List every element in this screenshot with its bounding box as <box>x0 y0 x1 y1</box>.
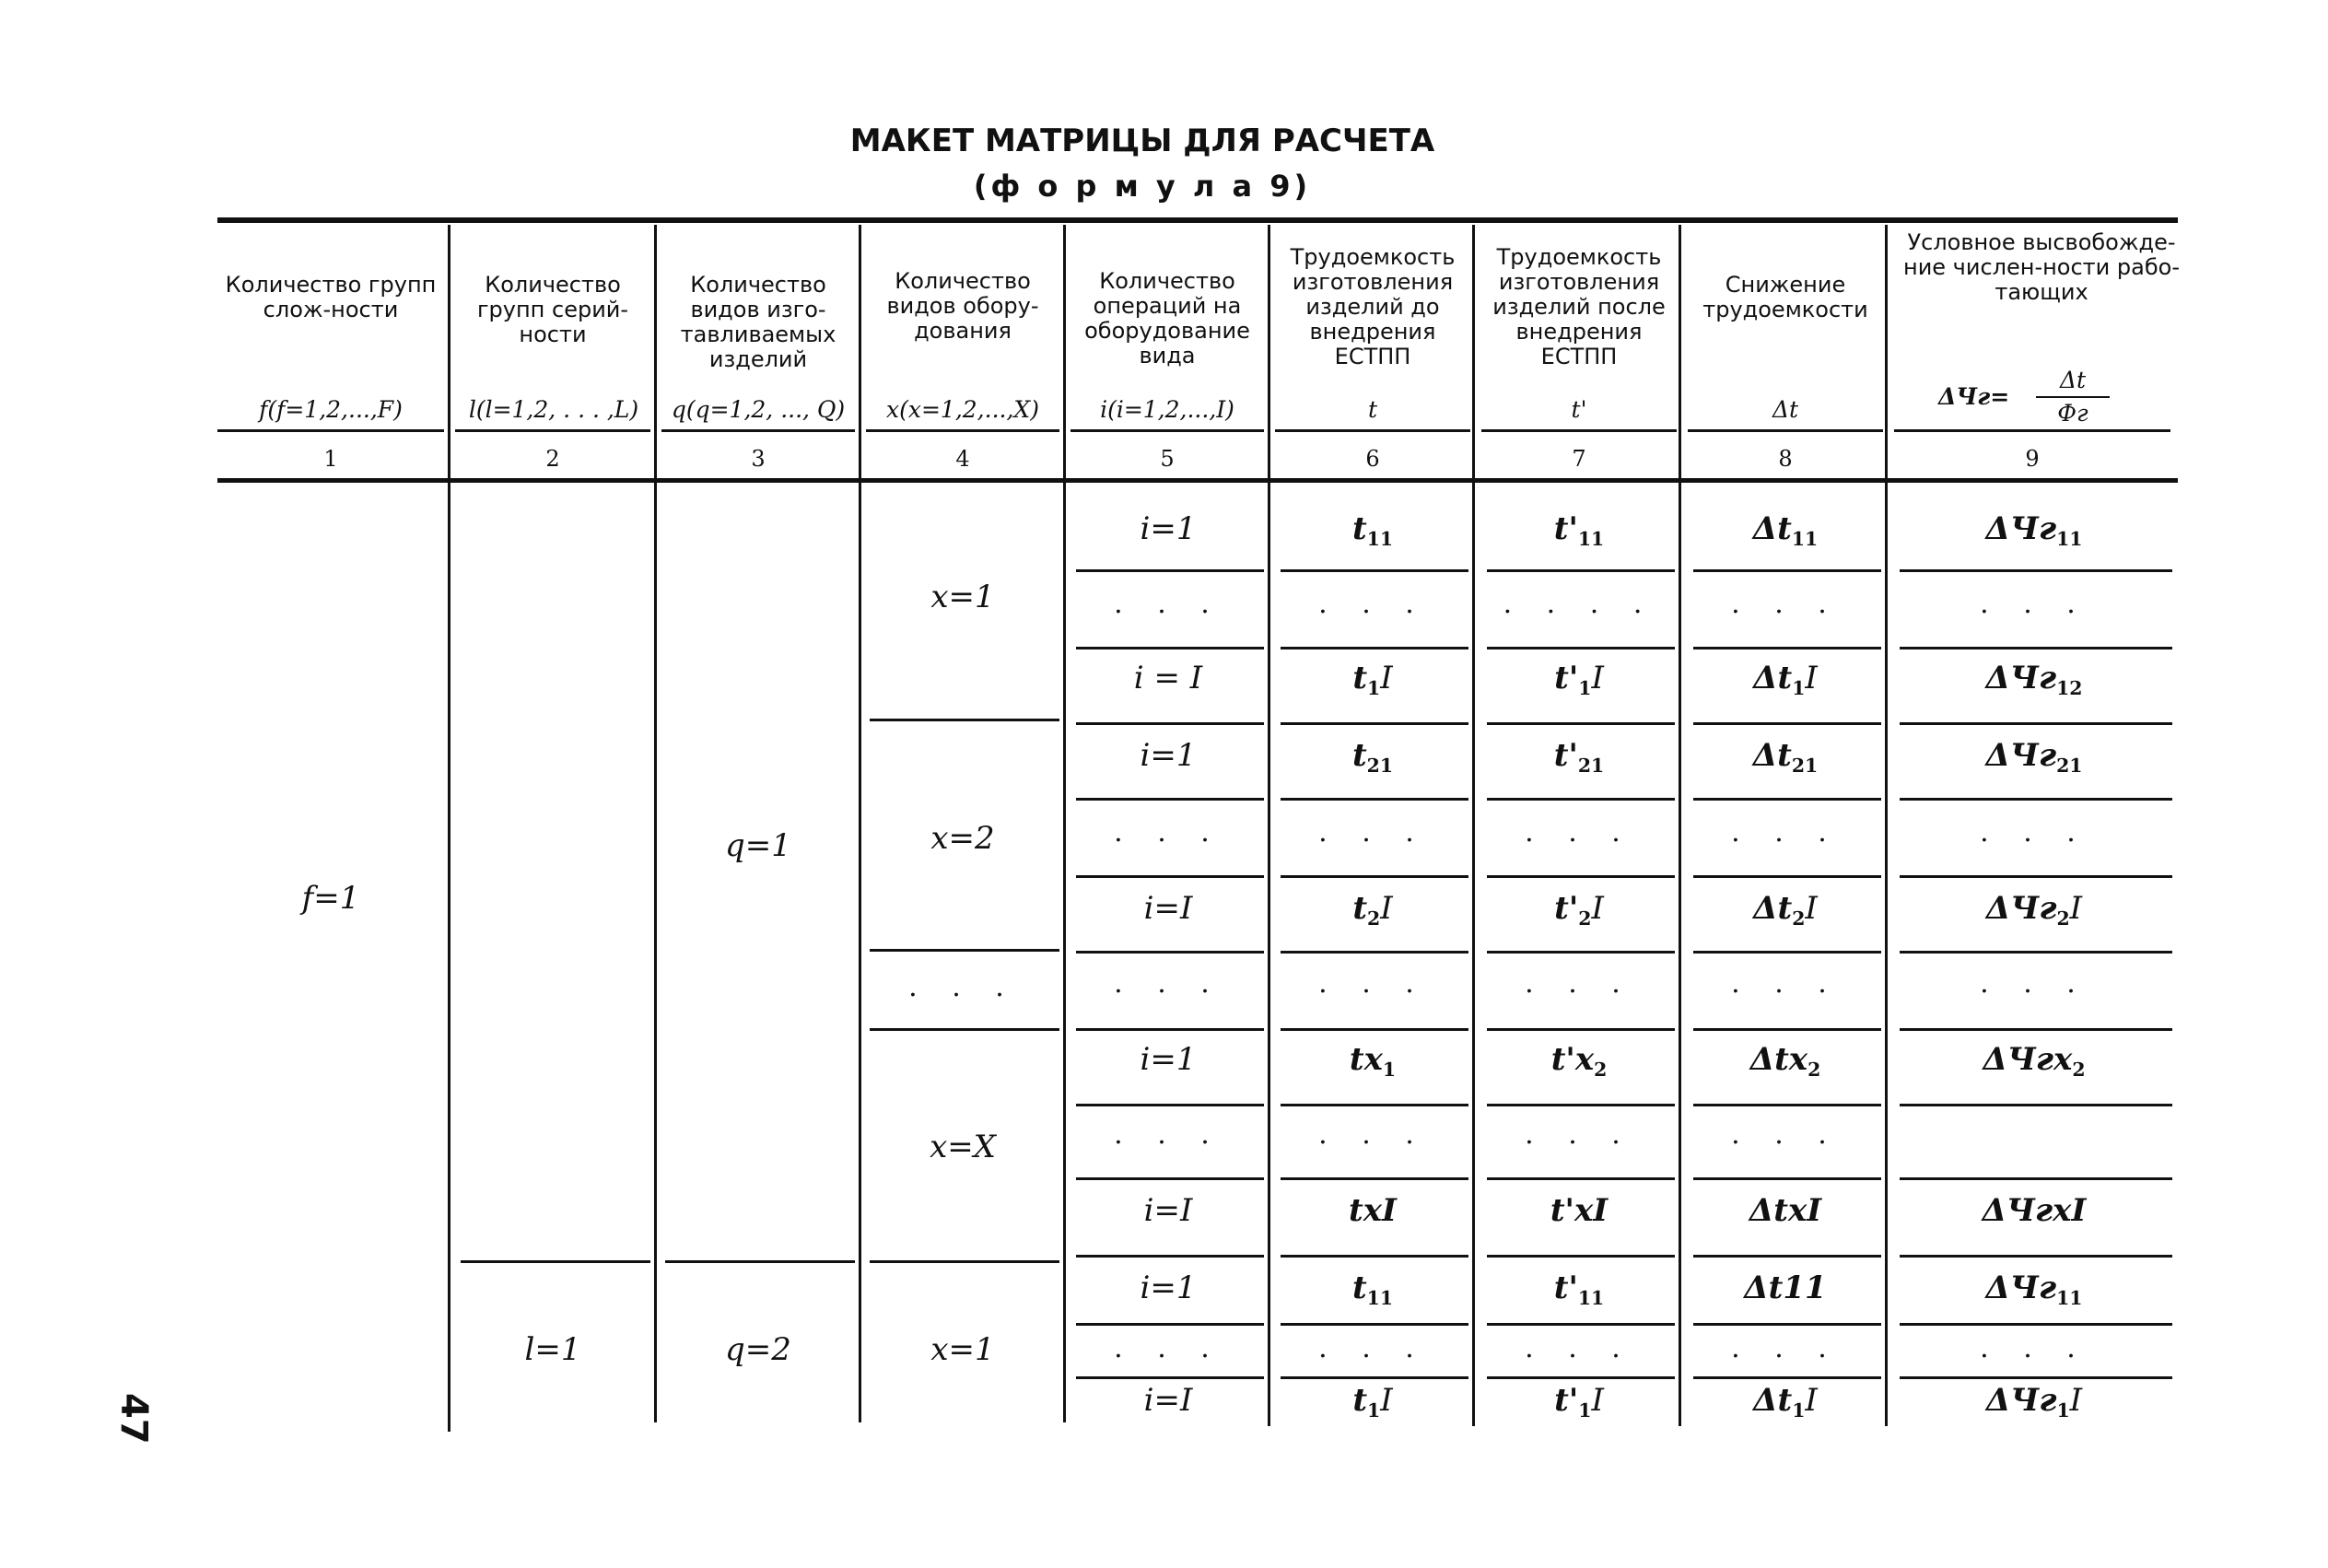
cell-delta-ch-subscript: 11 <box>2056 1287 2083 1310</box>
page-title: МАКЕТ МАТРИЦЫ ДЛЯ РАСЧЕТА <box>849 123 1435 159</box>
symbol-underline <box>661 429 855 432</box>
cell-operation <box>1072 890 1264 927</box>
cell-operation-value: . . . <box>1114 967 1222 1000</box>
symbol-underline <box>1688 429 1883 432</box>
cell-delta-t-value: Δt <box>1753 1382 1793 1419</box>
cell-delta-ch <box>1896 1270 2172 1316</box>
row-rule <box>1487 722 1675 725</box>
cell-delta-ch-subscript: 2 <box>2056 907 2070 930</box>
cell-t-prime-subscript: 11 <box>1577 528 1605 551</box>
cell-t-prime-value: . . . <box>1525 1118 1633 1151</box>
row-rule <box>1900 951 2172 954</box>
row-rule <box>1900 569 2172 572</box>
cell-delta-ch <box>1896 510 2172 557</box>
row-rule <box>1487 1323 1675 1326</box>
cell-t-prime <box>1483 1041 1675 1088</box>
cell-delta-ch-value: ΔЧгxI <box>1982 1192 2087 1229</box>
cell-t-prime-value: t' <box>1553 1270 1578 1306</box>
cell-t-value: txI <box>1349 1192 1397 1229</box>
cell-delta-t <box>1690 1330 1881 1367</box>
row-rule <box>1900 1255 2172 1258</box>
row-rule <box>1900 1323 2172 1326</box>
row-rule <box>1281 951 1468 954</box>
row-rule <box>1076 1028 1264 1031</box>
cell-delta-t <box>1690 1117 1881 1153</box>
cell-t-prime-suffix: I <box>1591 1382 1604 1419</box>
symbol-9-numerator: Δt <box>2059 367 2087 393</box>
cell-delta-t-suffix: I <box>1805 660 1818 696</box>
symbol-underline <box>455 429 650 432</box>
cell-operation <box>1072 510 1264 547</box>
cell-delta-t-subscript: 11 <box>1791 528 1819 551</box>
cell-delta-ch-subscript: 12 <box>2056 677 2083 700</box>
col-symbol-6: t <box>1367 396 1378 423</box>
cell-operation <box>1072 814 1264 851</box>
cell-t-prime <box>1483 1382 1675 1429</box>
cell-t-prime-subscript: 11 <box>1577 1287 1605 1310</box>
cell-operation <box>1072 1270 1264 1306</box>
group-rule <box>870 1028 1059 1031</box>
cell-delta-t <box>1690 1382 1881 1429</box>
row-rule <box>1900 1376 2172 1379</box>
row-rule <box>1281 1177 1468 1180</box>
row-rule <box>1487 951 1675 954</box>
col-divider <box>448 225 450 1432</box>
cell-t <box>1277 965 1468 1002</box>
col-num-9: 9 <box>2025 446 2040 472</box>
row-rule <box>1076 798 1264 801</box>
cell-t-prime-value: t' <box>1553 737 1578 774</box>
cell-delta-t-value: . . . <box>1731 967 1840 1000</box>
cell-delta-ch-subscript: 11 <box>2056 528 2083 551</box>
cell-t-value: t <box>1352 890 1368 927</box>
group-x-dots: . . . <box>908 971 1017 1003</box>
cell-delta-ch <box>1896 1192 2172 1229</box>
cell-operation-value: . . . <box>1114 588 1222 620</box>
cell-operation-value: i=I <box>1143 890 1193 927</box>
cell-delta-t-subscript: 1 <box>1792 1399 1806 1422</box>
cell-t-prime-subscript: 21 <box>1577 755 1605 778</box>
symbol-underline <box>866 429 1059 432</box>
symbol-9-denominator: Фг <box>2057 400 2088 427</box>
cell-delta-ch <box>1896 737 2172 784</box>
row-rule <box>1900 875 2172 878</box>
col-symbol-9 <box>1935 367 2137 427</box>
row-rule <box>1693 1376 1881 1379</box>
cell-t-prime-value: . . . . <box>1503 588 1655 620</box>
cell-t-prime-value: t' <box>1554 890 1579 927</box>
col-symbol-7: t' <box>1571 396 1587 423</box>
symbol-underline <box>1275 429 1470 432</box>
row-rule <box>1693 1177 1881 1180</box>
col-header-5: Количество операций на оборудование вида <box>1084 268 1250 369</box>
col-symbol-1: f(f=1,2,...,F) <box>259 396 403 423</box>
row-rule <box>1900 1177 2172 1180</box>
row-rule <box>1900 722 2172 725</box>
cell-delta-ch-subscript: 1 <box>2056 1399 2070 1422</box>
cell-t <box>1277 510 1468 557</box>
row-rule <box>1693 1255 1881 1258</box>
row-rule <box>1693 647 1881 649</box>
cell-t-prime-value: t'xI <box>1550 1192 1609 1229</box>
row-rule <box>1693 722 1881 725</box>
row-rule <box>1076 1323 1264 1326</box>
cell-t-prime-value: . . . <box>1525 967 1633 1000</box>
row-rule <box>1900 647 2172 649</box>
cell-operation <box>1072 1382 1264 1419</box>
row-rule <box>1487 1376 1675 1379</box>
cell-t-value: . . . <box>1318 816 1427 848</box>
cell-t-prime <box>1483 814 1675 851</box>
row-rule <box>1693 1104 1881 1106</box>
cell-operation-value: i=I <box>1143 1382 1193 1419</box>
row-rule <box>1076 647 1264 649</box>
cell-delta-ch <box>1896 814 2172 851</box>
row-rule <box>1076 1104 1264 1106</box>
cell-t-prime-suffix: I <box>1591 890 1604 927</box>
cell-delta-t-subscript: 2 <box>1792 907 1806 930</box>
cell-delta-ch <box>1896 890 2172 937</box>
cell-delta-t-value: Δt <box>1752 510 1792 547</box>
cell-delta-t <box>1690 1192 1881 1229</box>
cell-operation-value: i=I <box>1143 1192 1193 1229</box>
row-rule <box>1487 569 1675 572</box>
cell-delta-ch-subscript: 21 <box>2056 755 2083 778</box>
row-rule <box>1900 798 2172 801</box>
cell-t-prime <box>1483 1330 1675 1367</box>
cell-delta-t-value: Δt <box>1753 660 1793 696</box>
col-num-8: 8 <box>1778 446 1793 472</box>
col-num-6: 6 <box>1365 446 1380 472</box>
row-rule <box>1693 951 1881 954</box>
row-rule <box>1281 1376 1468 1379</box>
col-header-8: Снижение трудоемкости <box>1702 272 1868 322</box>
cell-operation <box>1072 737 1264 774</box>
row-rule <box>1693 1028 1881 1031</box>
cell-delta-t <box>1690 1270 1881 1306</box>
cell-t-subscript: 1 <box>1382 1059 1397 1082</box>
row-rule <box>1281 1255 1468 1258</box>
cell-t <box>1277 737 1468 784</box>
row-rule <box>1281 875 1468 878</box>
cell-operation-value: . . . <box>1114 816 1222 848</box>
cell-delta-t <box>1690 890 1881 937</box>
cell-t-prime <box>1483 1117 1675 1153</box>
cell-delta-t <box>1690 586 1881 623</box>
cell-delta-ch-suffix: I <box>2069 890 2083 927</box>
page-number: 47 <box>112 1393 155 1445</box>
row-rule <box>1487 1104 1675 1106</box>
cell-t-prime-subscript: 1 <box>1578 677 1592 700</box>
cell-t-prime <box>1483 1192 1675 1229</box>
group-rule <box>870 719 1059 721</box>
cell-t <box>1277 814 1468 851</box>
cell-delta-ch <box>1896 1041 2172 1088</box>
symbol-underline <box>1894 429 2170 432</box>
cell-delta-t-suffix: I <box>1805 1382 1818 1419</box>
cell-delta-ch-suffix: I <box>2069 1382 2083 1419</box>
cell-t <box>1277 586 1468 623</box>
row-rule <box>1076 569 1264 572</box>
cell-t-prime-subscript: 2 <box>1578 907 1592 930</box>
cell-t-subscript: 1 <box>1367 677 1381 700</box>
group-q1: q=1 <box>725 827 791 864</box>
col-header-4: Количество видов обору-дования <box>886 268 1039 344</box>
col-header-9: Условное высвобожде-ние числен-ности рабо-тающих <box>1903 229 2180 305</box>
cell-t-value: t <box>1352 660 1368 696</box>
row-rule <box>1281 1323 1468 1326</box>
cell-operation <box>1072 1117 1264 1153</box>
col-divider <box>1885 225 1888 1426</box>
cell-delta-ch-value: ΔЧг <box>1985 737 2057 774</box>
row-rule <box>1487 1177 1675 1180</box>
cell-operation-value: i=1 <box>1140 737 1197 774</box>
cell-operation-value: i=1 <box>1140 1041 1197 1078</box>
row-rule <box>1076 1376 1264 1379</box>
cell-t-prime-subscript: 2 <box>1594 1059 1608 1082</box>
cell-delta-t <box>1690 965 1881 1002</box>
col-header-7: Трудоемкость изготовления изделий после внедрения ЕСТПП <box>1492 244 1666 369</box>
cell-delta-t <box>1690 1041 1881 1088</box>
cell-delta-t-subscript: 2 <box>1807 1059 1821 1082</box>
col-symbol-4: x(x=1,2,...,X) <box>886 396 1039 423</box>
cell-operation <box>1072 1192 1264 1229</box>
symbol-underline <box>217 429 444 432</box>
group-l1: l=1 <box>524 1331 581 1368</box>
cell-t-prime <box>1483 965 1675 1002</box>
cell-t-subscript: 1 <box>1367 1399 1381 1422</box>
cell-t-suffix: I <box>1380 1382 1393 1419</box>
cell-t-value: t <box>1351 1270 1367 1306</box>
row-rule <box>1900 1028 2172 1031</box>
row-rule <box>1281 1028 1468 1031</box>
cell-delta-ch-value: ΔЧг <box>1985 660 2057 696</box>
row-rule <box>1487 875 1675 878</box>
cell-t <box>1277 1270 1468 1316</box>
row-rule <box>1281 722 1468 725</box>
cell-delta-ch-subscript: 2 <box>2072 1059 2086 1082</box>
cell-delta-t-value: . . . <box>1731 816 1840 848</box>
cell-operation-value: . . . <box>1114 1332 1222 1364</box>
cell-t <box>1277 1117 1468 1153</box>
cell-t-value: . . . <box>1318 1332 1427 1364</box>
cell-delta-t <box>1690 737 1881 784</box>
row-rule <box>1487 647 1675 649</box>
row-rule <box>1281 647 1468 649</box>
cell-delta-t-value: . . . <box>1731 1118 1840 1151</box>
cell-t-prime-value: . . . <box>1525 816 1633 848</box>
cell-t-prime-value: . . . <box>1525 1332 1633 1364</box>
cell-t-prime-subscript: 1 <box>1578 1399 1592 1422</box>
cell-operation <box>1072 660 1264 696</box>
cell-operation-value: i=1 <box>1140 1270 1197 1306</box>
col-num-4: 4 <box>955 446 970 472</box>
cell-delta-ch-value: . . . <box>1980 967 2088 1000</box>
cell-t <box>1277 660 1468 707</box>
cell-delta-ch <box>1896 660 2172 707</box>
cell-operation <box>1072 1041 1264 1078</box>
cell-t-value: . . . <box>1318 967 1427 1000</box>
cell-t-value: t <box>1351 510 1367 547</box>
col-num-5: 5 <box>1160 446 1175 472</box>
cell-t-suffix: I <box>1380 660 1393 696</box>
col-symbol-3: q(q=1,2, ..., Q) <box>671 396 846 423</box>
cell-t-subscript: 11 <box>1366 1287 1394 1310</box>
cell-delta-t-value: ΔtxI <box>1749 1192 1822 1229</box>
cell-t-prime <box>1483 737 1675 784</box>
row-rule <box>1900 1104 2172 1106</box>
cell-t-prime <box>1483 890 1675 937</box>
symbol-underline <box>1070 429 1264 432</box>
col-num-7: 7 <box>1572 446 1586 472</box>
cell-delta-ch-value: ΔЧг <box>1985 1270 2057 1306</box>
cell-delta-t-suffix: I <box>1805 890 1818 927</box>
group-q2: q=2 <box>725 1331 791 1368</box>
cell-t-prime-value: t' <box>1553 510 1578 547</box>
cell-delta-t-value: Δtx <box>1749 1041 1808 1078</box>
col-num-1: 1 <box>323 446 338 472</box>
cell-delta-t-value: . . . <box>1731 588 1840 620</box>
row-rule <box>1693 569 1881 572</box>
symbol-underline <box>1481 429 1677 432</box>
fraction-bar <box>2036 396 2110 398</box>
cell-delta-t-value: Δt <box>1753 890 1793 927</box>
cell-delta-t-value: Δt11 <box>1744 1270 1827 1306</box>
cell-t-prime-value: t' <box>1554 1382 1579 1419</box>
cell-t-subscript: 2 <box>1367 907 1381 930</box>
cell-t <box>1277 1382 1468 1429</box>
col-symbol-5: i(i=1,2,...,I) <box>1100 396 1234 423</box>
row-rule <box>1487 1255 1675 1258</box>
cell-t <box>1277 890 1468 937</box>
col-header-2: Количество групп серий-ности <box>476 272 629 347</box>
cell-t-suffix: I <box>1380 890 1393 927</box>
col-num-3: 3 <box>751 446 766 472</box>
row-rule <box>1693 1323 1881 1326</box>
top-rule <box>217 217 2178 223</box>
col-header-3: Количество видов изго-тавливаемых изделий <box>680 272 836 372</box>
row-rule <box>1076 722 1264 725</box>
group-x1-second: x=1 <box>930 1331 995 1368</box>
cell-delta-ch <box>1896 586 2172 623</box>
page-subtitle: (ф о р м у л а 9) <box>973 169 1312 204</box>
cell-delta-ch-value: ΔЧгx <box>1983 1041 2073 1078</box>
cell-operation-value: i = I <box>1133 660 1203 696</box>
cell-delta-t <box>1690 814 1881 851</box>
row-rule <box>1693 798 1881 801</box>
cell-t-value: tx <box>1349 1041 1383 1078</box>
cell-delta-t-value: Δt <box>1752 737 1792 774</box>
cell-delta-ch <box>1896 965 2172 1002</box>
cell-delta-t-subscript: 1 <box>1792 677 1806 700</box>
cell-t-prime-suffix: I <box>1591 660 1604 696</box>
row-rule <box>1281 798 1468 801</box>
group-x2: x=2 <box>930 820 995 857</box>
row-rule <box>1076 875 1264 878</box>
cell-delta-t-value: . . . <box>1731 1332 1840 1364</box>
cell-delta-ch-value: ΔЧг <box>1985 1382 2057 1419</box>
group-rule <box>870 1260 1059 1263</box>
cell-t-value: t <box>1352 1382 1368 1419</box>
cell-t-value: . . . <box>1318 588 1427 620</box>
group-rule <box>461 1260 650 1263</box>
cell-operation <box>1072 965 1264 1002</box>
cell-t-subscript: 11 <box>1366 528 1394 551</box>
col-symbol-2: l(l=1,2, . . . ,L) <box>468 396 639 423</box>
group-rule <box>870 949 1059 952</box>
cell-delta-ch-value: ΔЧг <box>1985 890 2057 927</box>
cell-operation <box>1072 1330 1264 1367</box>
col-symbol-8: Δt <box>1772 396 1799 423</box>
cell-delta-ch <box>1896 1330 2172 1367</box>
cell-t <box>1277 1330 1468 1367</box>
cell-delta-t <box>1690 510 1881 557</box>
cell-t <box>1277 1192 1468 1229</box>
cell-delta-ch-value: . . . <box>1980 816 2088 848</box>
group-rule <box>665 1260 855 1263</box>
cell-t-prime <box>1483 1270 1675 1316</box>
cell-delta-ch-value: . . . <box>1980 1332 2088 1364</box>
cell-t-prime-value: t'x <box>1550 1041 1595 1078</box>
cell-t-prime-value: t' <box>1554 660 1579 696</box>
row-rule <box>1076 951 1264 954</box>
cell-delta-ch <box>1896 1382 2172 1429</box>
col-header-1: Количество групп слож-ности <box>225 272 437 322</box>
col-divider <box>1472 225 1475 1426</box>
group-f1: f=1 <box>301 880 360 917</box>
group-xX: x=X <box>930 1129 996 1165</box>
cell-t-value: . . . <box>1318 1118 1427 1151</box>
symbol-9-lhs: ΔЧг= <box>1938 383 2010 410</box>
col-divider <box>1679 225 1681 1426</box>
cell-operation-value: i=1 <box>1140 510 1197 547</box>
cell-delta-ch-value: ΔЧг <box>1985 510 2057 547</box>
cell-t-subscript: 21 <box>1366 755 1394 778</box>
cell-operation-value: . . . <box>1114 1118 1222 1151</box>
cell-t-value: t <box>1351 737 1367 774</box>
cell-t-prime <box>1483 586 1675 623</box>
cell-delta-t <box>1690 660 1881 707</box>
cell-operation <box>1072 586 1264 623</box>
row-rule <box>1281 569 1468 572</box>
cell-delta-ch-value: . . . <box>1980 588 2088 620</box>
row-rule <box>1281 1104 1468 1106</box>
row-rule <box>1487 798 1675 801</box>
row-rule <box>1487 1028 1675 1031</box>
header-bottom-rule <box>217 478 2178 483</box>
cell-t-prime <box>1483 510 1675 557</box>
cell-t <box>1277 1041 1468 1088</box>
col-num-2: 2 <box>545 446 560 472</box>
row-rule <box>1076 1255 1264 1258</box>
row-rule <box>1076 1177 1264 1180</box>
group-x1: x=1 <box>930 579 995 615</box>
col-header-6: Трудоемкость изготовления изделий до внедрения ЕСТПП <box>1290 244 1456 369</box>
cell-t-prime <box>1483 660 1675 707</box>
cell-delta-t-subscript: 21 <box>1791 755 1819 778</box>
row-rule <box>1693 875 1881 878</box>
